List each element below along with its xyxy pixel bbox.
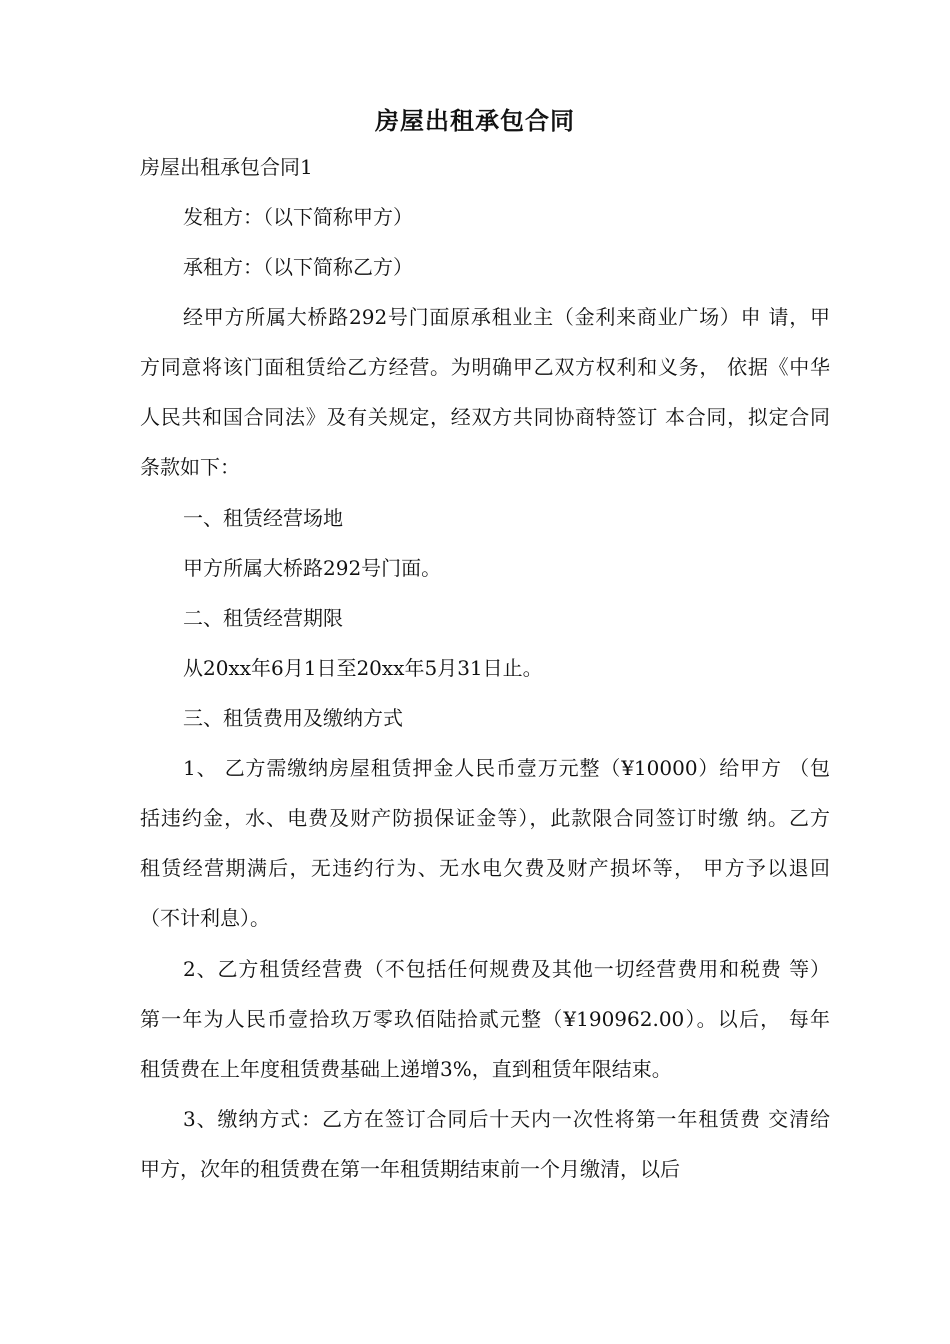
paragraph-line: 从20xx年6月1日至20xx年5月31日止。 — [183, 656, 543, 680]
paragraph-line: 租赁经营期满后，无违约行为、无水电欠费及财产损坏等， 甲方予以退回 — [140, 856, 830, 880]
paragraph-line: 3、缴纳方式：乙方在签订合同后十天内一次性将第一年租赁费 交清给 — [183, 1107, 830, 1131]
paragraph-line: 2、乙方租赁经营费（不包括任何规费及其他一切经营费用和税费 等） — [183, 957, 830, 981]
paragraph-line: 方同意将该门面租赁给乙方经营。为明确甲乙双方权利和义务， 依据《中华 — [140, 355, 830, 379]
paragraph-line: 第一年为人民币壹拾玖万零玖佰陆拾贰元整（¥190962.00）。以后， 每年 — [140, 1007, 830, 1031]
paragraph-line: 租赁费在上年度租赁费基础上递增3%，直到租赁年限结束。 — [140, 1057, 672, 1081]
document-title: 房屋出租承包合同 — [375, 107, 575, 135]
paragraph-line: 括违约金，水、电费及财产防损保证金等），此款限合同签订时缴 纳。乙方 — [140, 806, 830, 830]
section-heading: 三、租赁费用及缴纳方式 — [183, 706, 403, 730]
contract-subtitle: 房屋出租承包合同1 — [140, 155, 313, 179]
lessor-line: 发租方：（以下简称甲方） — [183, 205, 413, 229]
paragraph-line: （不计利息）。 — [140, 906, 270, 930]
section-heading: 二、租赁经营期限 — [183, 606, 343, 630]
paragraph-line: 甲方所属大桥路292号门面。 — [183, 556, 442, 580]
paragraph-line: 甲方，次年的租赁费在第一年租赁期结束前一个月缴清，以后 — [140, 1157, 680, 1181]
lessee-line: 承租方：（以下简称乙方） — [183, 255, 413, 279]
paragraph-line: 经甲方所属大桥路292号门面原承租业主（金利来商业广场）申 请，甲 — [183, 305, 830, 329]
paragraph-line: 条款如下： — [140, 455, 240, 479]
section-heading: 一、租赁经营场地 — [183, 506, 343, 530]
paragraph-line: 1、 乙方需缴纳房屋租赁押金人民币壹万元整（¥10000）给甲方 （包 — [183, 756, 830, 780]
paragraph-line: 人民共和国合同法》及有关规定，经双方共同协商特签订 本合同，拟定合同 — [140, 405, 830, 429]
